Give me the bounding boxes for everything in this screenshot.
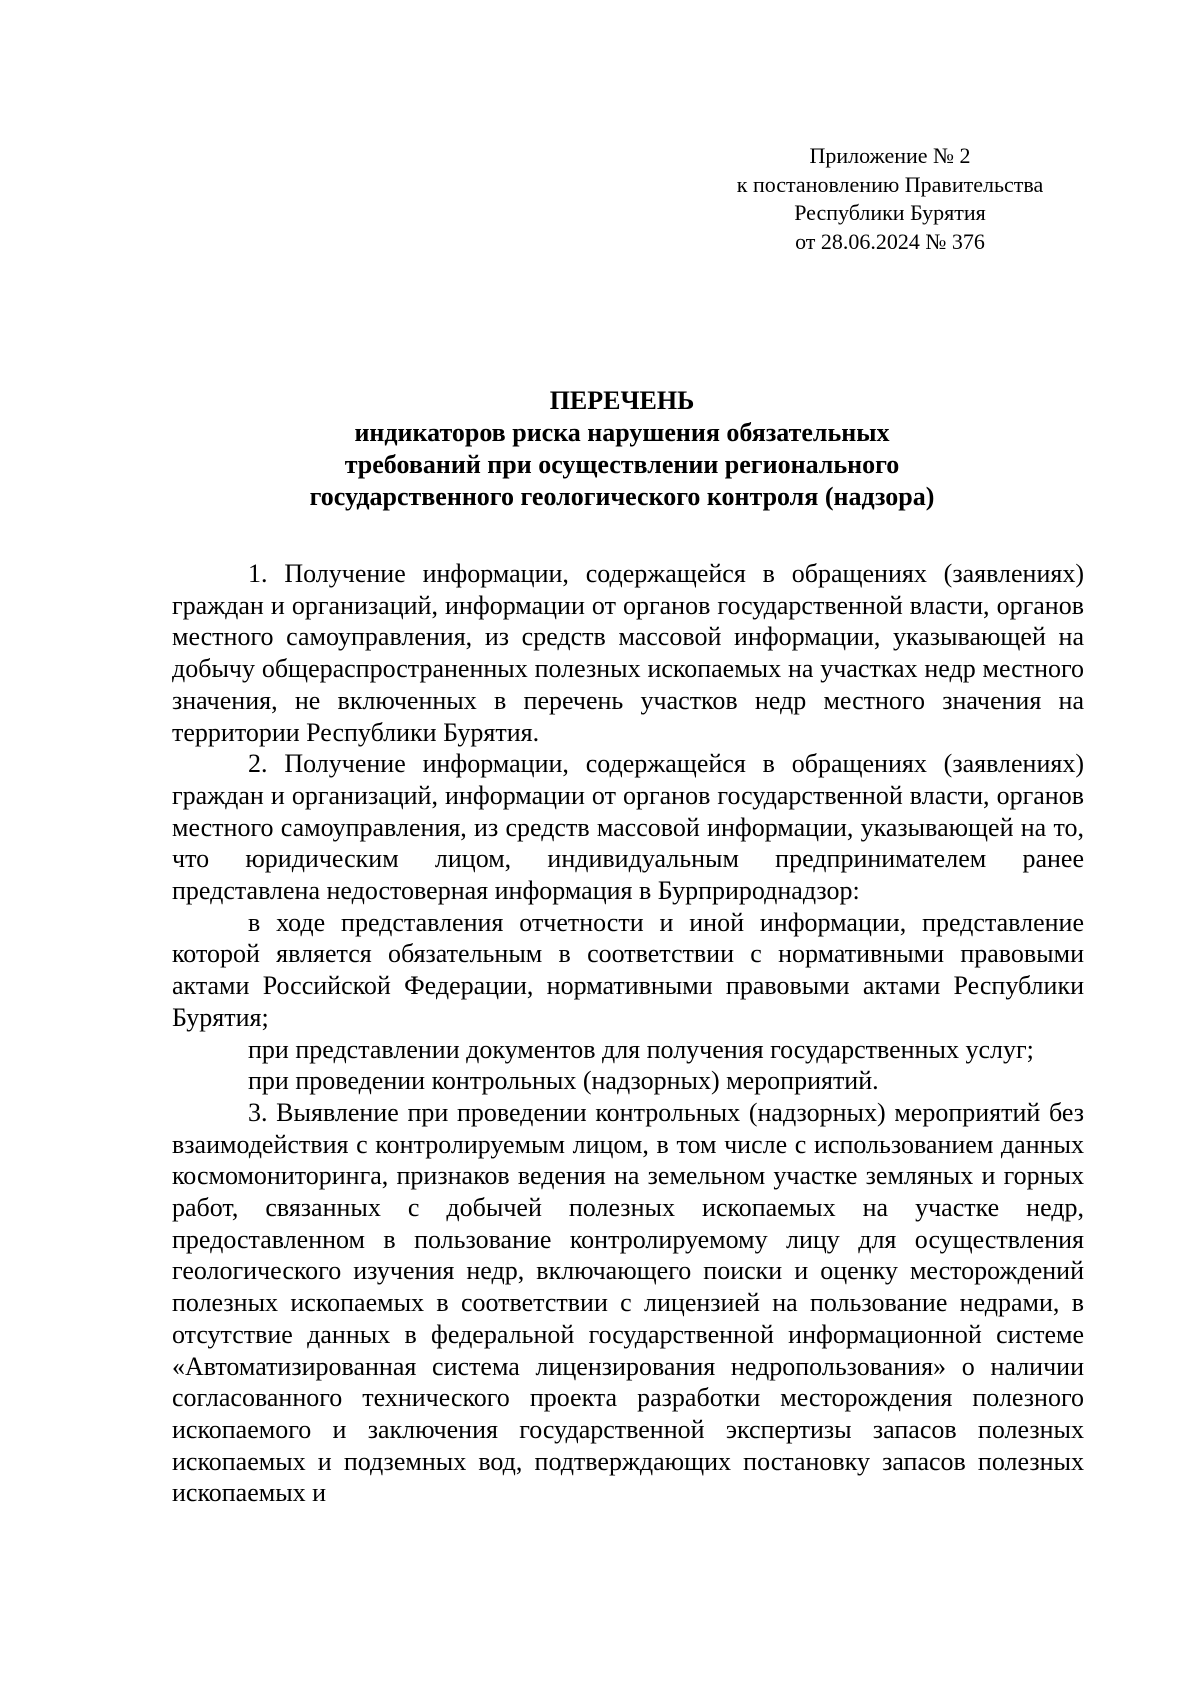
paragraph-3: 3. Выявление при проведении контрольных (надзорных) мероприятий без взаимодействия с контролируемым лицом, в том числе с использованием данных космомониторинга, признаков ведения на земельном участке земляных и горных работ, связанных с добычей полезных ископаемых на участке недр, предоставленном в пользование контролируемому лицу для осуществления геологического изучения недр, включающего поиски и оценку месторождений полезных ископаемых в соответствии с лицензией на пользование недрами, в отсутствие данных в федеральной государственной информационной системе «Автоматизированная система лицензирования недропользования» о наличии согласованного технического проекта разработки месторождения полезного ископаемого и заключения государственной экспертизы запасов полезных ископаемых и подземных вод, подтверждающих постановку запасов полезных ископаемых и: [172, 1097, 1084, 1508]
appendix-header: [700, 142, 1080, 257]
appendix-resolution-line: к постановлению Правительства: [736, 171, 1044, 197]
appendix-date-line: от 28.06.2024 № 376: [795, 229, 985, 255]
paragraph-2-item-reporting: в ходе представления отчетности и иной информации, представление которой является обязательным в соответствии с нормативными правовыми актами Российской Федерации, нормативными правовыми актами Республики Бурятия;: [172, 907, 1084, 1032]
paragraph-2-item-inspections: при проведении контрольных (надзорных) мероприятий.: [248, 1066, 879, 1096]
paragraph-2-item-services: при представлении документов для получения государственных услуг;: [248, 1034, 1034, 1064]
title-heading: ПЕРЕЧЕНЬ: [549, 386, 695, 415]
title-line-3: требований при осуществлении регионального: [344, 450, 900, 479]
appendix-number: Приложение № 2: [809, 143, 971, 168]
document-body: [172, 558, 1084, 1509]
paragraph-1: 1. Получение информации, содержащейся в обращениях (заявлениях) граждан и организаций, информации от органов государственной власти, органов местного самоуправления, из средств массовой информации, указывающей на добычу общераспространенных полезных ископаемых на участках недр местного значения, не включенных в перечень участков недр местного значения на территории Республики Бурятия.: [172, 559, 1084, 747]
appendix-republic-line: Республики Бурятия: [794, 200, 986, 226]
paragraph-2: 2. Получение информации, содержащейся в обращениях (заявлениях) граждан и организаций, информации от органов государственной власти, органов местного самоуправления, из средств массовой информации, указывающей на то, что юридическим лицом, индивидуальным предпринимателем ранее представлена недостоверная информация в Бурприроднадзор:: [172, 749, 1084, 906]
document-title: [172, 385, 1072, 513]
title-line-2: индикаторов риска нарушения обязательных: [354, 418, 890, 447]
title-line-4: государственного геологического контроля (надзора): [309, 482, 935, 511]
